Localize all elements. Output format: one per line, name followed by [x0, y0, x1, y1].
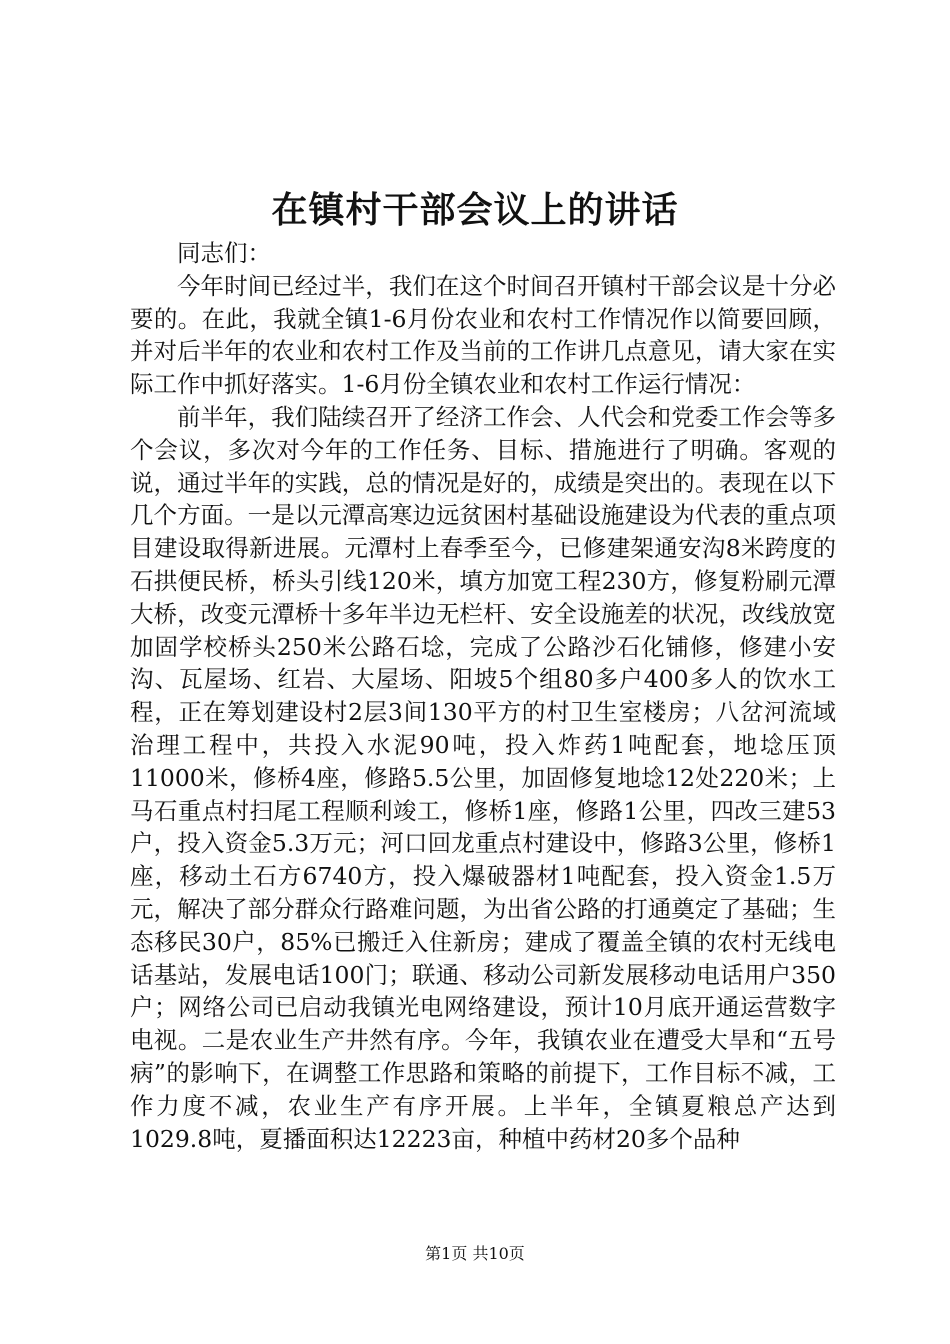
document-title: 在镇村干部会议上的讲话: [271, 189, 679, 231]
salutation: 同志们：: [177, 239, 271, 267]
document-body: [130, 237, 836, 1155]
paragraph-1: 今年时间已经过半，我们在这个时间召开镇村干部会议是十分必要的。在此，我就全镇1-6月份农业和农村工作情况作以简要回顾，并对后半年的农业和农村工作及当前的工作讲几点意见，请大家在实际工作中抓好落实。1-6月份全镇农业和农村工作运行情况：: [130, 271, 836, 399]
paragraph-2: 前半年，我们陆续召开了经济工作会、人代会和党委工作会等多个会议，多次对今年的工作任务、目标、措施进行了明确。客观的说，通过半年的实践，总的情况是好的，成绩是突出的。表现在以下几个方面。一是以元潭高寒边远贫困村基础设施建设为代表的重点项目建设取得新进展。元潭村上春季至今，已修建架通安沟8米跨度的石拱便民桥，桥头引线120米，填方加宽工程230方，修复粉刷元潭大桥，改变元潭桥十多年半边无栏杆、安全设施差的状况，改线放宽加固学校桥头250米公路石埝，完成了公路沙石化铺修，修建小安沟、瓦屋场、红岩、大屋场、阳坡5个组80多户400多人的饮水工程，正在筹划建设村2层3间130平方的村卫生室楼房；八岔河流域治理工程中，共投入水泥90吨，投入炸药1吨配套，地埝压顶11000米，修桥4座，修路5.5公里，加固修复地埝12处220米；上马石重点村扫尾工程顺利竣工，修桥1座，修路1公里，四改三建53户，投入资金5.3万元；河口回龙重点村建设中，修路3公里，修桥1座，移动土石方6740方，投入爆破器材1吨配套，投入资金1.5万元，解决了部分群众行路难问题，为出省公路的打通奠定了基础；生态移民30户，85%已搬迁入住新房；建成了覆盖全镇的农村无线电话基站，发展电话100门；联通、移动公司新发展移动电话用户350户；网络公司已启动我镇光电网络建设，预计10月底开通运营数字电视。二是农业生产井然有序。今年，我镇农业在遭受大旱和“五号病”的影响下，在调整工作思路和策略的前提下，工作目标不减，工作力度不减，农业生产有序开展。上半年，全镇夏粮总产达到1029.8吨，夏播面积达12223亩，种植中药材20多个品种: [130, 402, 836, 1153]
page-footer: 第1页 共10页: [425, 1244, 525, 1263]
